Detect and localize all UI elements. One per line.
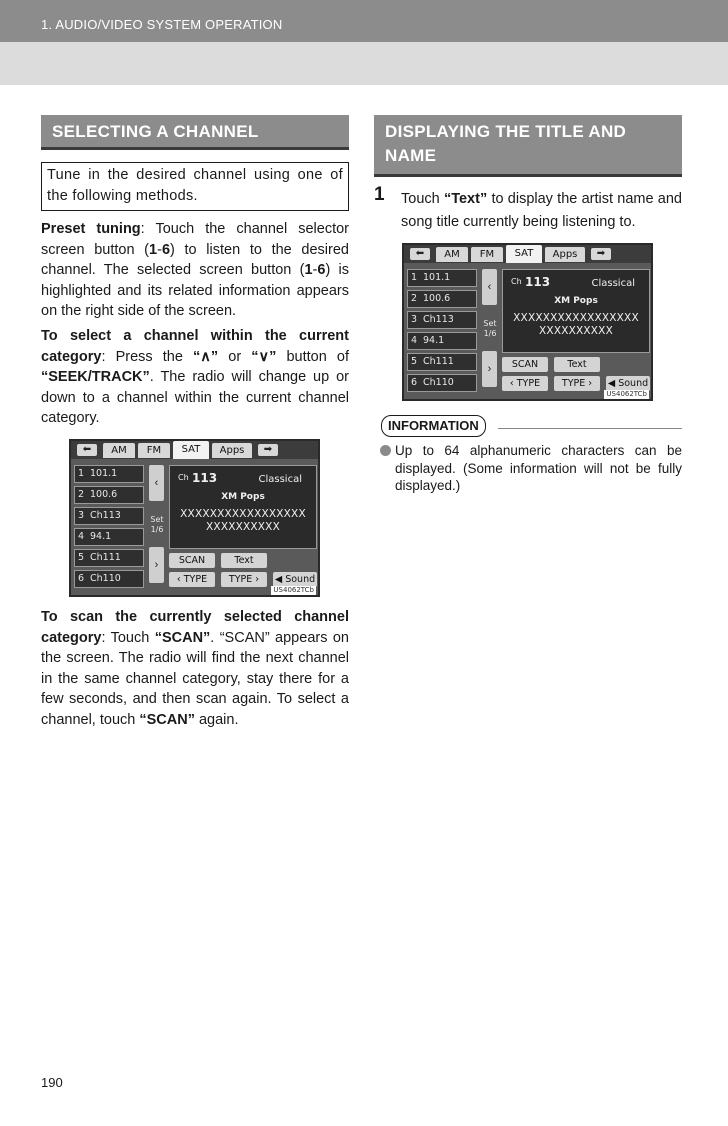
chapter-header-bar — [0, 0, 728, 42]
chevron-up-icon: ‹ — [482, 269, 497, 305]
set-page: 1/6 — [483, 329, 497, 338]
step-1 — [374, 184, 682, 233]
preset-label: 100.6 — [423, 293, 451, 304]
preset-text-3: ) is highlighted and its related information appears on the right side of the screen. — [41, 262, 349, 320]
arrow-left-icon: ⬅ — [410, 248, 430, 260]
type-prev-button — [169, 572, 215, 587]
information-text: Up to 64 alphanumeric characters can be displayed. (Some information will not be fully displayed.) — [395, 443, 682, 493]
step-text-2: to display the artist name and song title currently being listening to. — [401, 191, 682, 230]
preset-label: Ch111 — [90, 551, 121, 563]
figure-code: US4062TCb — [273, 585, 314, 594]
preset-number: 5 — [411, 356, 418, 367]
scan-paragraph — [41, 607, 349, 731]
set-text: Set — [483, 319, 497, 328]
scan-text-1: : Touch — [101, 629, 155, 646]
channel-number: 113 — [192, 470, 218, 485]
scan-label-1: “SCAN” — [154, 629, 211, 646]
preset-number: 1 — [78, 467, 85, 479]
set-text: Set — [150, 514, 164, 524]
chevron-down-icon: › — [149, 547, 164, 583]
information-bullet — [374, 442, 682, 495]
preset-label: 101.1 — [423, 272, 451, 283]
tab-fm: FM — [138, 443, 170, 458]
preset-num-4: 6 — [317, 262, 326, 279]
sound-button — [606, 376, 650, 391]
information-label: INFORMATION — [381, 415, 486, 437]
preset-button-4 — [74, 528, 144, 546]
preset-number: 5 — [78, 551, 85, 563]
category-text-4: . The radio will change up or down to a channel within the current channel category. — [41, 369, 349, 427]
station-info-panel — [502, 269, 650, 353]
step-text-label: “Text” — [443, 191, 488, 207]
preset-button-3 — [74, 507, 144, 525]
preset-button-6 — [74, 570, 144, 588]
arrow-left-icon: ⬅ — [77, 444, 97, 456]
chevron-left-icon: ‹ — [509, 378, 517, 389]
scan-text-3: again. — [194, 711, 239, 728]
tab-sat: SAT — [506, 245, 542, 263]
preset-label: 100.6 — [90, 488, 118, 500]
set-page: 1/6 — [150, 524, 164, 534]
category-text-1: : Press the — [101, 348, 194, 365]
preset-number: 4 — [78, 530, 85, 542]
type-next-label: TYPE — [228, 573, 253, 585]
preset-button-4 — [407, 332, 477, 350]
preset-number: 3 — [411, 314, 418, 325]
left-column — [41, 115, 349, 731]
preset-number: 1 — [411, 272, 418, 283]
speaker-icon: ◀ — [274, 573, 283, 585]
category-text-2: or — [218, 348, 252, 365]
preset-button-3 — [407, 311, 477, 329]
preset-num-1: 1 — [149, 241, 158, 258]
station-name: XM Pops — [221, 491, 265, 502]
preset-lead: Preset tuning — [41, 221, 141, 237]
tab-row — [404, 245, 651, 263]
genre-label: Classical — [258, 473, 302, 485]
chevron-left-icon: ‹ — [176, 573, 184, 585]
category-paragraph — [41, 326, 349, 429]
category-text-3: button of — [276, 348, 350, 365]
section-title-displaying-title: DISPLAYING THE TITLE AND NAME — [374, 115, 682, 177]
type-next-button — [554, 376, 600, 391]
preset-button-2 — [407, 290, 477, 308]
title-line: XXXXXXXXXX — [539, 325, 613, 337]
preset-label: 101.1 — [90, 467, 118, 479]
tab-apps: Apps — [212, 443, 252, 458]
channel-prefix: Ch — [178, 472, 189, 482]
text-button: Text — [221, 553, 267, 568]
preset-dash-1: - — [157, 241, 162, 258]
chevron-down-icon: › — [482, 351, 497, 387]
preset-button-2 — [74, 486, 144, 504]
chapter-subheader-bar — [0, 42, 728, 85]
sound-label: Sound — [618, 378, 649, 389]
set-label — [148, 515, 166, 535]
scan-label-2: “SCAN” — [139, 711, 195, 728]
preset-dash-2: - — [312, 262, 318, 279]
radio-screen-figure-right — [402, 243, 653, 401]
type-next-button — [221, 572, 267, 587]
preset-button-1 — [407, 269, 477, 287]
preset-label: Ch110 — [90, 572, 121, 584]
type-prev-button — [502, 376, 548, 391]
arrow-right-icon: ➡ — [258, 444, 278, 456]
arrow-right-icon: ➡ — [591, 248, 611, 260]
genre-label: Classical — [591, 278, 635, 289]
information-rule — [498, 428, 682, 429]
scan-button: SCAN — [502, 357, 548, 372]
step-number: 1 — [374, 184, 385, 205]
category-lead: To select a channel within the current category — [41, 327, 349, 365]
preset-label: Ch113 — [90, 509, 121, 521]
information-block — [374, 401, 682, 495]
chevron-right-icon: › — [252, 573, 260, 585]
chapter-title: 1. AUDIO/VIDEO SYSTEM OPERATION — [41, 17, 283, 32]
tab-fm: FM — [471, 247, 503, 262]
preset-button-5 — [407, 353, 477, 371]
page-number: 190 — [41, 1075, 63, 1090]
preset-button-5 — [74, 549, 144, 567]
artist-line: XXXXXXXXXXXXXXXXX — [180, 507, 306, 520]
tab-am: AM — [436, 247, 468, 262]
preset-label: Ch110 — [423, 377, 454, 388]
preset-label: 94.1 — [90, 530, 112, 542]
sound-button — [273, 572, 317, 587]
radio-screen-figure-left — [69, 439, 320, 597]
tab-am: AM — [103, 443, 135, 458]
channel-prefix: Ch — [511, 277, 522, 286]
preset-num-3: 1 — [304, 262, 313, 279]
chevron-right-icon: › — [585, 378, 593, 389]
preset-button-1 — [74, 465, 144, 483]
figure-code: US4062TCb — [606, 390, 647, 398]
preset-number: 6 — [411, 377, 418, 388]
title-line: XXXXXXXXXX — [206, 520, 280, 533]
right-column — [374, 115, 682, 495]
preset-tuning-paragraph — [41, 219, 349, 322]
section-title-selecting-channel: SELECTING A CHANNEL — [41, 115, 349, 150]
intro-box: Tune in the desired channel using one of the following methods. — [41, 162, 349, 211]
preset-label: Ch113 — [423, 314, 454, 325]
scan-text-2: . “SCAN” appears on the screen. The radio will find the next channel in the same channel category, stay there for a few seconds, and then scan again. To select a channel, touch — [41, 629, 349, 728]
station-name: XM Pops — [554, 296, 598, 306]
preset-number: 6 — [78, 572, 85, 584]
scan-button: SCAN — [169, 553, 215, 568]
chevron-up-icon: ‹ — [149, 465, 164, 501]
type-prev-label: TYPE — [183, 573, 208, 585]
tab-sat: SAT — [173, 441, 209, 459]
preset-label: Ch111 — [423, 356, 454, 367]
tab-apps: Apps — [545, 247, 585, 262]
step-text-1: Touch — [401, 191, 444, 207]
type-next-label: TYPE — [561, 378, 586, 389]
scan-lead: To scan the currently selected channel category — [41, 608, 349, 646]
speaker-icon: ◀ — [607, 378, 616, 389]
preset-text-2: ) to listen to the desired channel. The selected screen button ( — [41, 241, 349, 279]
preset-number: 2 — [78, 488, 85, 500]
category-seek-label: “SEEK/TRACK” — [41, 369, 150, 386]
preset-num-2: 6 — [161, 241, 171, 258]
text-button: Text — [554, 357, 600, 372]
preset-text-1: : Touch the channel selector screen button ( — [41, 221, 350, 258]
preset-number: 2 — [411, 293, 418, 304]
station-info-panel — [169, 465, 317, 549]
preset-number: 4 — [411, 335, 418, 346]
preset-button-6 — [407, 374, 477, 392]
set-label — [481, 319, 499, 339]
preset-label: 94.1 — [423, 335, 445, 346]
category-down-label: “∨” — [251, 348, 277, 365]
type-prev-label: TYPE — [516, 378, 541, 389]
channel-number: 113 — [525, 275, 551, 289]
category-up-label: “∧” — [193, 348, 219, 365]
artist-line: XXXXXXXXXXXXXXXXX — [513, 312, 639, 324]
preset-number: 3 — [78, 509, 85, 521]
tab-row — [71, 441, 318, 459]
bullet-dot-icon — [380, 445, 391, 456]
sound-label: Sound — [285, 573, 316, 585]
